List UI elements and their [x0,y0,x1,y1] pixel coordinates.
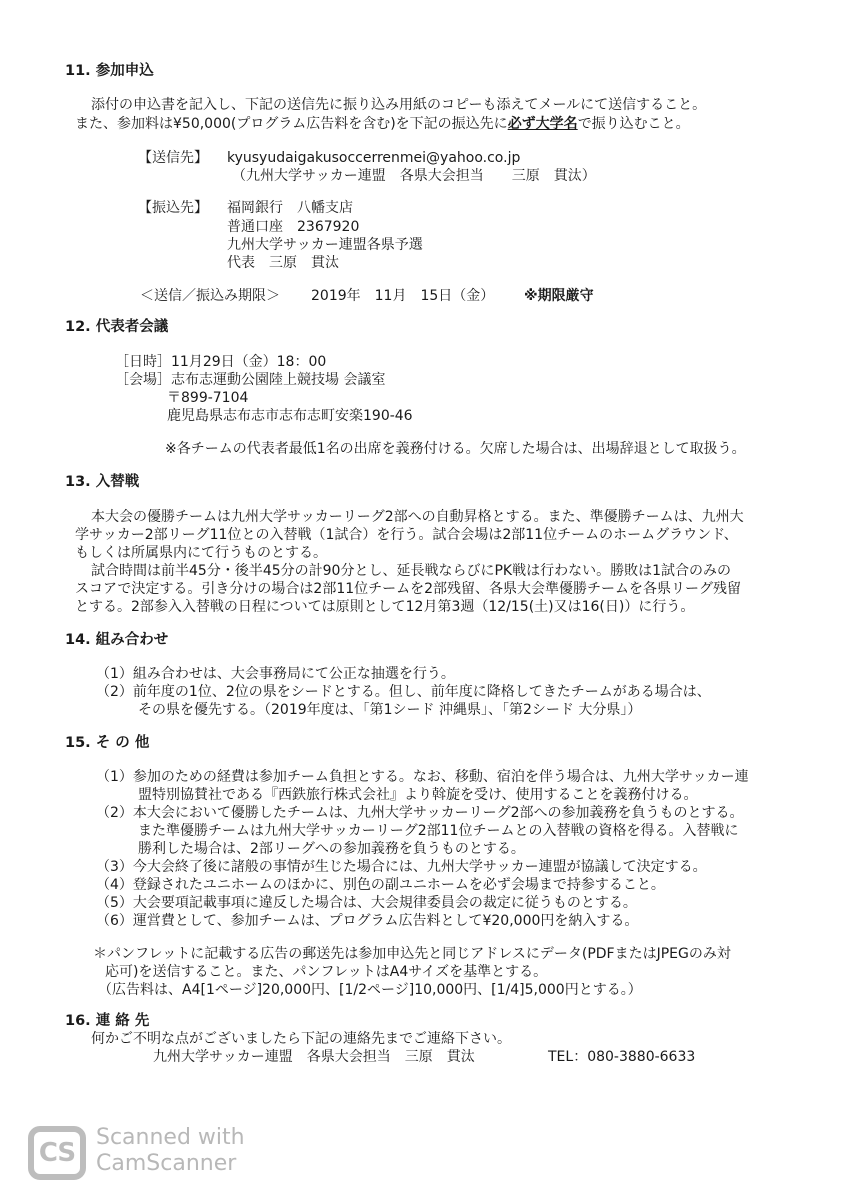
s15-line-9: （6）運営費として、参加チームは、プログラム広告料として¥20,000円を納入する。 [96,913,639,929]
camscanner-logo: CS [28,1126,86,1180]
section-16-title: 16. 連 絡 先 [65,1013,150,1029]
s13-line-3: もしくは所属県内にて行うものとする。 [75,545,327,561]
s11-paragraph-1: 添付の申込書を記入し、下記の送信先に振り込み用紙のコピーも添えてメールにて送信すること。 [91,97,707,113]
section-15-title: 15. そ の 他 [65,735,150,751]
s13-line-5: スコアで決定する。引き分けの場合は2部11位チームを2部残留、各県大会準優勝チームを各県リーグ残留 [75,581,742,597]
s15-line-7: （4）登録されたユニホームのほかに、別色の副ユニホームを必ず会場まで持参すること。 [96,877,665,893]
deadline-label: ＜送信／振込み期限＞ [140,288,280,304]
s14-line-3: その県を優先する。（2019年度は、「第1シード 沖縄県」、「第2シード 大分県」） [138,702,642,718]
s15-line-5: 勝利した場合は、2部リーグへの参加義務を負うものとする。 [138,841,525,857]
send-contact: （九州大学サッカー連盟 各県大会担当 三原 貫汰） [232,168,596,184]
s14-line-2: （2）前年度の1位、2位の県をシードとする。但し、前年度に降格してきたチームがある場合は、 [96,684,711,700]
bank-line-2: 普通口座 2367920 [227,219,360,235]
s13-line-1: 本大会の優勝チームは九州大学サッカーリーグ2部への自動昇格とする。また、準優勝チームは、九州大 [91,509,744,525]
contact-intro: 何かご不明な点がございましたら下記の連絡先までご連絡下さい。 [91,1031,511,1047]
s11-p2-text: また、参加料は¥50,000(プログラム広告料を含む)を下記の振込先に [75,116,508,132]
s13-line-2: 学サッカー2部リーグ11位との入替戦（1試合）を行う。試合会場は2部11位チームのホームグラウンド、 [75,527,738,543]
s11-p2-end: で振り込むこと。 [577,116,690,132]
deadline-note: ※期限厳守 [524,288,594,304]
section-11-title: 11. 参加申込 [65,63,154,79]
section-12-title: 12. 代表者会議 [65,319,169,335]
pamphlet-note-2: 応可)を送信すること。また、パンフレットはA4サイズを基準とする。 [105,964,548,980]
university-name-emphasis: 必ず大学名 [507,116,578,132]
bank-line-1: 福岡銀行 八幡支店 [227,200,353,216]
s15-line-3: （2）本大会において優勝したチームは、九州大学サッカーリーグ2部への参加義務を負うものとする。 [96,805,744,821]
s15-line-1: （1）参加のための経費は参加チーム負担とする。なお、移動、宿泊を伴う場合は、九州大学サッカー連 [96,769,749,785]
meeting-address: 鹿児島県志布志市志布志町安楽190-46 [167,408,413,424]
s13-line-6: とする。2部参入入替戦の日程については原則として12月第3週（12/15(土)又は16(日)）に行う。 [75,599,695,615]
s13-line-4: 試合時間は前半45分・後半45分の計90分とし、延長戦ならびにPK戦は行わない。勝敗は1試合のみの [91,563,731,579]
watermark-line-1: Scanned with [96,1125,245,1150]
meeting-venue: ［会場］志布志運動公園陸上競技場 会議室 [115,372,386,388]
send-label: 【送信先】 [138,150,208,166]
bank-label: 【振込先】 [138,200,208,216]
s11-paragraph-2 [75,115,690,134]
pamphlet-note-1: ＊パンフレットに記載する広告の郵送先は参加申込先と同じアドレスにデータ(PDFまたはJPEGのみ対 [93,946,731,962]
meeting-note: ※各チームの代表者最低1名の出席を義務付ける。欠席した場合は、出場辞退として取扱う。 [165,441,746,457]
bank-line-3: 九州大学サッカー連盟各県予選 [227,237,423,253]
contact-person: 九州大学サッカー連盟 各県大会担当 三原 貫汰 [153,1049,475,1065]
s15-line-8: （5）大会要項記載事項に違反した場合は、大会規律委員会の裁定に従うものとする。 [96,895,637,911]
pamphlet-note-3: （広告料は、A4[1ページ]20,000円、[1/2ページ]10,000円、[1/4]5,000円とする。） [98,982,642,998]
contact-tel: TEL：080-3880-6633 [548,1049,696,1065]
s15-line-2: 盟特別協賛社である『西鉄旅行株式会社』より斡旋を受け、使用することを義務付ける。 [138,787,698,803]
section-14-title: 14. 組み合わせ [65,632,169,648]
bank-line-4: 代表 三原 貫汰 [227,255,339,271]
s15-line-6: （3）今大会終了後に諸般の事情が生じた場合には、九州大学サッカー連盟が協議して決定する。 [96,859,707,875]
send-email: kyusyudaigakusoccerrenmei@yahoo.co.jp [227,150,521,166]
meeting-datetime: ［日時］11月29日（金）18：00 [115,354,327,370]
watermark-line-2: CamScanner [96,1151,237,1176]
section-13-title: 13. 入替戦 [65,474,140,490]
s14-line-1: （1）組み合わせは、大会事務局にて公正な抽選を行う。 [96,666,455,682]
s15-line-4: また準優勝チームは九州大学サッカーリーグ2部11位チームとの入替戦の資格を得る。入替戦に [138,823,739,839]
deadline-date: 2019年 11月 15日（金） [311,288,495,304]
meeting-postal: 〒899-7104 [167,390,249,406]
